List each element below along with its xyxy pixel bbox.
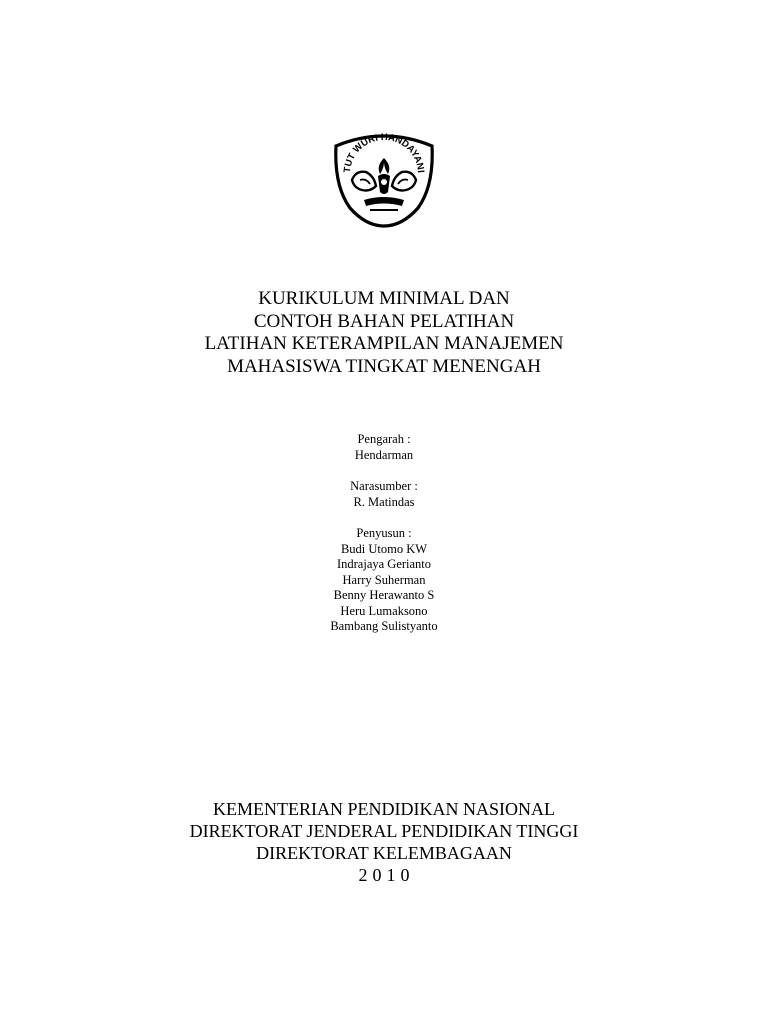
pengarah-group xyxy=(0,432,768,463)
penyusun-group xyxy=(0,526,768,635)
title-line: MAHASISWA TINGKAT MENENGAH xyxy=(227,355,541,377)
penyusun-name: Heru Lumaksono xyxy=(340,603,428,618)
pengarah-label: Pengarah : xyxy=(357,432,411,446)
penyusun-name: Harry Suherman xyxy=(342,572,426,587)
narasumber-group xyxy=(0,479,768,510)
credits-section xyxy=(0,432,768,651)
logo-motto: TUT WURI HANDAYANI xyxy=(341,131,426,174)
penyusun-name: Indrajaya Gerianto xyxy=(336,557,432,571)
publication-year: 2010 xyxy=(358,865,415,885)
publisher-line: DIREKTORAT KELEMBAGAAN xyxy=(256,843,512,863)
penyusun-name: Budi Utomo KW xyxy=(340,541,428,556)
publisher-line: DIREKTORAT JENDERAL PENDIDIKAN TINGGI xyxy=(189,821,579,841)
publisher-line: KEMENTERIAN PENDIDIKAN NASIONAL xyxy=(213,799,555,819)
pengarah-name: Hendarman xyxy=(354,447,414,462)
penyusun-name: Bambang Sulistyanto xyxy=(330,619,438,633)
title-line: LATIHAN KETERAMPILAN MANAJEMEN xyxy=(204,333,564,354)
title-line: CONTOH BAHAN PELATIHAN xyxy=(253,310,515,332)
publisher-block xyxy=(0,798,768,886)
document-title xyxy=(0,288,768,378)
tut-wuri-handayani-logo xyxy=(330,122,438,230)
title-line: KURIKULUM MINIMAL DAN xyxy=(258,288,510,309)
penyusun-label: Penyusun : xyxy=(356,526,412,540)
penyusun-name: Benny Herawanto S xyxy=(333,588,435,602)
narasumber-label: Narasumber : xyxy=(350,479,418,493)
narasumber-name: R. Matindas xyxy=(353,494,415,509)
